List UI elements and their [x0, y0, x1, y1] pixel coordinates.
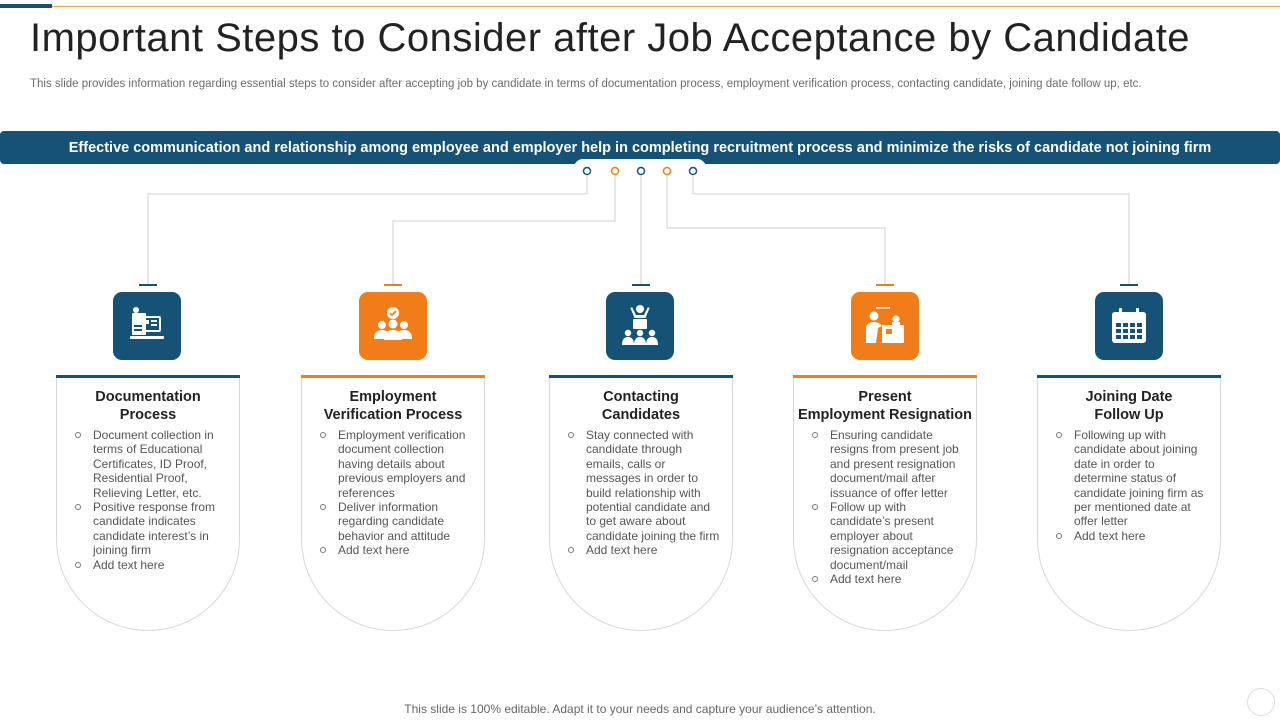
- step-bullet: Positive response from candidate indicates candidate interest’s in joining firm: [93, 500, 229, 558]
- step-card-joining-date-follow-up: [1037, 375, 1221, 631]
- card-accent-bar: [1037, 375, 1221, 378]
- step-title: [794, 375, 976, 424]
- step-bullet: Ensuring candidate resigns from present job and present resignation document/mail after issuance of offer letter: [830, 428, 966, 500]
- banner-text: Effective communication and relationship among employee and employer help in completing recruitment process and minimize the risks of candidate not joining firm: [68, 139, 1212, 156]
- step-bullet-list: [1038, 428, 1220, 543]
- step-bullet-list: [550, 428, 732, 558]
- card-accent-bar: [793, 375, 977, 378]
- step-bullet-list: [57, 428, 239, 572]
- card-accent-bar: [56, 375, 240, 378]
- step-bullet: Employment verification document collection having details about previous employers and references: [338, 428, 474, 500]
- presenter-audience-icon: [606, 292, 674, 360]
- corner-circle: [1247, 688, 1275, 716]
- step-bullet-list: [794, 428, 976, 586]
- step-title-line: Process: [119, 407, 177, 423]
- calendar-icon: [1095, 292, 1163, 360]
- step-title-line: Candidates: [601, 407, 681, 423]
- step-card-contacting-candidates: [549, 375, 733, 631]
- page-subtitle: This slide provides information regarding essential steps to consider after accepting job by candidate in terms of documentation process, employment verification process, contacting candidate, joining date follow up, etc.: [30, 78, 1142, 90]
- page-title: Important Steps to Consider after Job Acceptance by Candidate: [30, 16, 1191, 60]
- card-accent-bar: [549, 375, 733, 378]
- step-card-documentation: [56, 375, 240, 631]
- team-check-icon: [359, 292, 427, 360]
- connector-tab: [574, 159, 706, 177]
- step-title-line: Employment Resignation: [797, 407, 973, 423]
- top-accent-bar: [0, 4, 52, 8]
- step-bullet: Add text here: [1074, 529, 1210, 543]
- step-title: [57, 375, 239, 424]
- step-bullet: Deliver information regarding candidate behavior and attitude: [338, 500, 474, 543]
- step-title-line: Contacting: [603, 389, 679, 405]
- top-rule: [0, 6, 1280, 7]
- step-bullet: Add text here: [586, 543, 722, 557]
- footer-note: This slide is 100% editable. Adapt it to your needs and capture your audience’s attention.: [404, 702, 876, 716]
- step-title: [550, 375, 732, 424]
- step-card-employment-verification: [301, 375, 485, 631]
- step-title-line: Present: [858, 389, 912, 405]
- step-title: [1038, 375, 1220, 424]
- step-title-line: Joining Date: [1085, 389, 1173, 405]
- step-bullet: Add text here: [93, 558, 229, 572]
- step-bullet: Add text here: [338, 543, 474, 557]
- step-card-present-employment-resignation: [793, 375, 977, 631]
- step-title-line: Follow Up: [1094, 407, 1164, 423]
- step-title-line: Documentation: [95, 389, 201, 405]
- step-bullet: Follow up with candidate’s present employer about resignation acceptance document/mail: [830, 500, 966, 572]
- step-bullet: Document collection in terms of Educational Certificates, ID Proof, Residential Proof, Relieving Letter, etc.: [93, 428, 229, 500]
- documents-icon: [113, 292, 181, 360]
- step-bullet-list: [302, 428, 484, 558]
- step-bullet: Following up with candidate about joining date in order to determine status of candidate joining firm as per mentioned date at offer letter: [1074, 428, 1210, 529]
- card-accent-bar: [301, 375, 485, 378]
- step-bullet: Stay connected with candidate through emails, calls or messages in order to build relationship with potential candidate and to get aware about candidate joining the firm: [586, 428, 722, 543]
- step-title-line: Verification Process: [323, 407, 463, 423]
- step-title-line: Employment: [349, 389, 437, 405]
- step-title: [302, 375, 484, 424]
- step-bullet: Add text here: [830, 572, 966, 586]
- employee-desk-icon: [851, 292, 919, 360]
